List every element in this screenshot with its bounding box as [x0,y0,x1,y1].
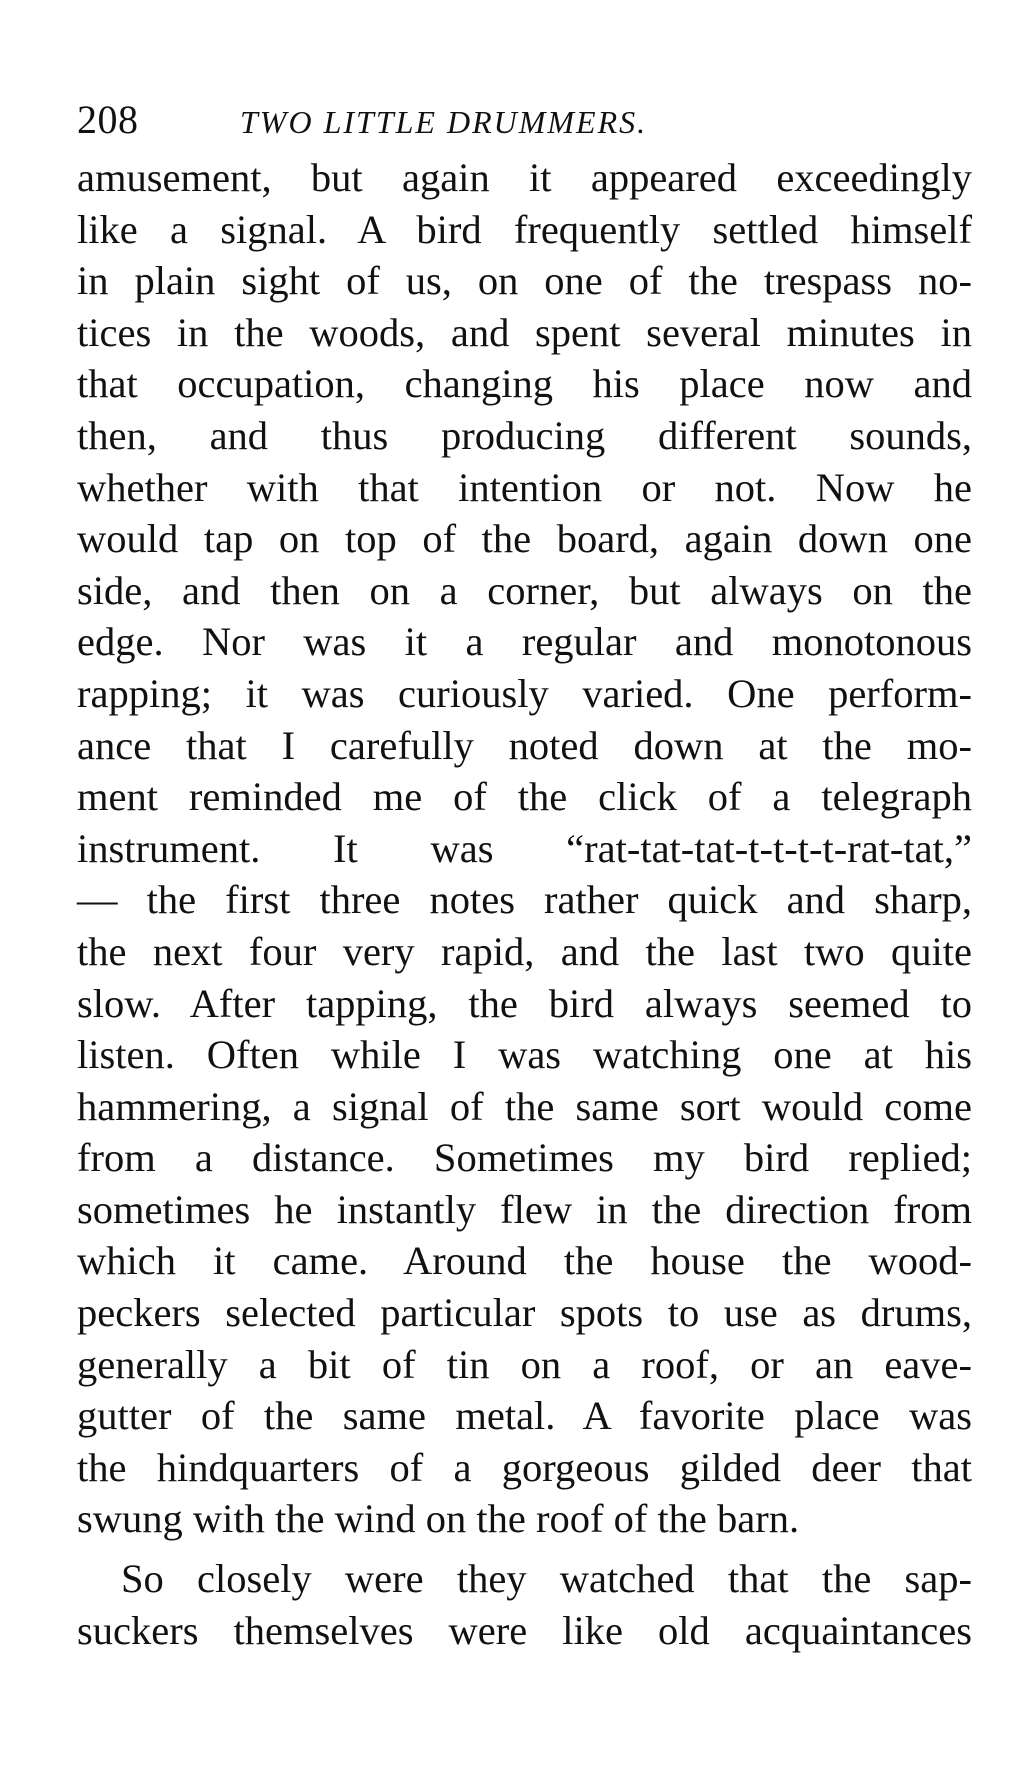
running-head: TWO LITTLE DRUMMERS. [240,104,648,140]
text-line: suckers themselves were like old acquaintances [77,1607,972,1653]
paragraph-gap [77,1545,972,1553]
text-line: from a distance. Sometimes my bird replied; [77,1135,972,1181]
text-line: — the first three notes rather quick and sharp, [77,877,972,923]
text-line: would tap on top of the board, again down one [77,516,972,562]
text-line: which it came. Around the house the wood- [77,1238,972,1284]
text-line: whether with that intention or not. Now he [77,464,972,510]
paragraph [77,1553,972,1656]
text-line: then, and thus producing different sounds, [77,412,972,458]
page-header [77,95,967,145]
text-line: edge. Nor was it a regular and monotonous [77,619,972,665]
body-text [77,152,972,1656]
text-line: tices in the woods, and spent several minutes in [77,309,972,355]
text-line: generally a bit of tin on a roof, or an eave- [77,1341,972,1387]
text-line: ment reminded me of the click of a telegraph [77,774,972,820]
text-line: rapping; it was curiously varied. One perform- [77,670,972,716]
text-line: hammering, a signal of the same sort would come [77,1083,972,1129]
page-number: 208 [77,97,139,142]
text-line: swung with the wind on the roof of the barn. [77,1496,800,1542]
text-line: amusement, but again it appeared exceedingly [77,155,972,200]
text-line: listen. Often while I was watching one at his [77,1032,972,1078]
text-line: the next four very rapid, and the last two quite [77,928,972,974]
text-line: ance that I carefully noted down at the mo- [77,722,972,768]
text-line: that occupation, changing his place now and [77,361,972,407]
text-line: peckers selected particular spots to use as drums, [77,1290,972,1336]
text-line: like a signal. A bird frequently settled himself [77,206,972,252]
text-line: in plain sight of us, on one of the trespass no- [77,258,972,304]
paragraph [77,152,972,1545]
text-line: So closely were they watched that the sap- [121,1556,972,1602]
text-line: gutter of the same metal. A favorite place was [77,1393,972,1439]
text-line: slow. After tapping, the bird always seemed to [77,980,972,1026]
text-line: side, and then on a corner, but always on the [77,567,972,613]
text-line: sometimes he instantly flew in the direction from [77,1186,972,1232]
text-line: instrument. It was “rat-tat-tat-t-t-t-t-rat-tat,” [77,825,972,871]
text-line: the hindquarters of a gorgeous gilded deer that [77,1444,972,1490]
